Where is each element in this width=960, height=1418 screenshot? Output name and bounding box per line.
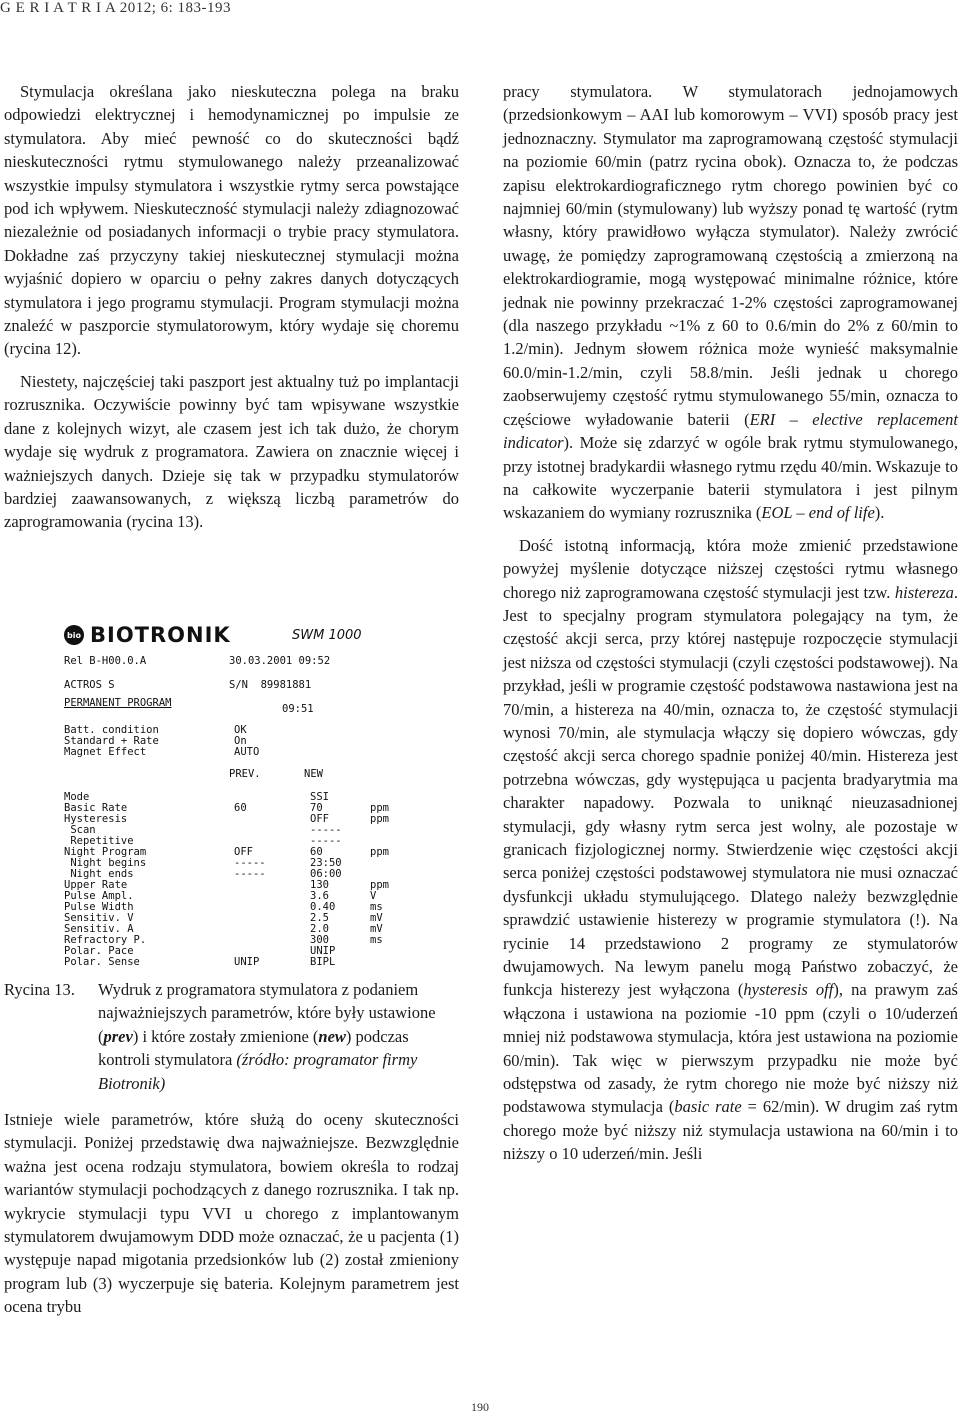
program-time: 09:51 <box>282 703 314 715</box>
text-run: ). <box>874 503 885 523</box>
parameter-new-value: 23:50 <box>310 857 342 869</box>
page-number: 190 <box>471 1400 489 1414</box>
running-head: G E R I A T R I A 2012; 6: 183-193 <box>0 0 232 16</box>
caption-text-part: ) podczas kontroli stymulatora <box>98 1026 409 1070</box>
brand-header <box>64 624 231 646</box>
parameter-new-value: 60 <box>310 846 323 858</box>
basic-rate-term: basic rate <box>674 1097 742 1117</box>
parameter-label: Night begins <box>64 857 147 869</box>
text-run: = 62/min). W drugim zaś rytm chorego może być niższy niż stymulacja ustawiona na 60/min i to niższy o 10 uderzeń/min. Jeśli <box>503 1097 958 1164</box>
parameter-new-value: 300 <box>310 934 329 946</box>
programmer-model: SWM 1000 <box>292 628 362 643</box>
text-run: pracy stymulatora. W stymulatorach jednojamowych (przedsionkowym – AAI lub komorowym – VVI) sposób pracy jest jednoznaczny. Stymulator ma zaprogramowaną częstość stymulacji na poziomie 60/min (patrz rycina obok). Oznacza to, że podczas zapisu elektrokardiograficznego rytm chorego powinien być co najmniej 60/min (stymulowany) lub wyższy ponad tę wartość (rytm własny, który prawidłowo wyłącza stymulator). Należy zwrócić uwagę, że pomiędzy zaprogramowaną częstością a zmierzoną na elektrokardiogramie, mogą występować minimalne różnice, które jednak nie powinny przekraczać 1-2% częstości zaprogramowanej (dla naszego przykładu ~1% z 60 to 0.6/min do 2% z 60/min to 1.2/min). Jednym słowem różnica może wynieść maksymalnie 60.0/min-1.2/min, czyli 58.8/min. Jeśli jednak u chorego zaobserwujemy częstość rytmu stymulowanego 55/min, oznacza to częściowe wyładowanie baterii ( <box>503 82 958 429</box>
parameter-unit: ppm <box>370 879 389 891</box>
parameter-unit: ms <box>370 901 383 913</box>
left-paragraph-1: Stymulacja określana jako nieskuteczna polega na braku odpowiedzi elektrycznej i hemodynamicznej po impulsie ze stymulatora. Aby mieć pewność co do skuteczności bądź nieskuteczności rytmu stymulowanego należy przeanalizować wszystkie impulsy stymulatora i wszystkie rytmy serca powstające pod ich wpływem. Nieskuteczność stymulacji należy zdiagnozować niezależnie od posiadanych informacji o trybie pracy stymulatora. Dokładne zaś przyczyny takiej nieskutecznej stymulacji można wyjaśnić dopiero w oparciu o pełny zakres danych dotyczących stymulatora i jego programu stymulacji. Program stymulacji można znaleźć w paszporcie stymulatorowym, który wydaje się choremu (rycina 12). <box>4 82 459 359</box>
parameter-new-value: BIPL <box>310 956 336 968</box>
parameter-new-value: ----- <box>310 835 342 847</box>
parameter-label: Night ends <box>64 868 134 880</box>
parameter-label: Scan <box>64 824 96 836</box>
brand-name: BIOTRONIK <box>90 623 231 647</box>
caption-prev: prev <box>103 1026 133 1046</box>
magnet-value: AUTO <box>234 746 260 758</box>
text-run: Dość istotną informacją, która może zmienić przedstawione powyżej myślenie dotyczące niższej częstości rytmu własnego chorego niż zaprogramowana częstość stymulacji jest tzw. <box>503 535 958 602</box>
parameter-label: Sensitiv. A <box>64 923 134 935</box>
parameter-label: Sensitiv. V <box>64 912 134 924</box>
parameter-label: Hysteresis <box>64 813 128 825</box>
parameter-unit: ppm <box>370 813 389 825</box>
parameter-unit: V <box>370 890 377 902</box>
parameter-unit: ppm <box>370 802 389 814</box>
parameter-new-value: 2.0 <box>310 923 329 935</box>
magnet-label: Magnet Effect <box>64 746 147 758</box>
parameter-label: Polar. Sense <box>64 956 140 968</box>
caption-new: new <box>318 1026 346 1046</box>
parameter-new-value: 3.6 <box>310 890 329 902</box>
device-name: ACTROS S <box>64 679 115 691</box>
parameter-new-value: SSI <box>310 791 329 803</box>
left-column-bottom <box>4 1108 459 1319</box>
parameter-unit: mV <box>370 923 383 935</box>
rel-label: Rel B-H00.0.A <box>64 655 147 667</box>
parameter-new-value: UNIP <box>310 945 336 957</box>
parameter-label: Basic Rate <box>64 802 128 814</box>
parameter-new-value: 0.40 <box>310 901 336 913</box>
hysteresis-off-term: hysteresis off <box>743 980 834 1000</box>
standard-value: On <box>234 735 247 747</box>
date-time: 30.03.2001 09:52 <box>229 655 331 667</box>
batt-label: Batt. condition <box>64 724 159 736</box>
parameter-new-value: 2.5 <box>310 912 329 924</box>
parameter-prev-value: 60 <box>234 802 247 814</box>
new-header: NEW <box>304 768 323 780</box>
figure-caption <box>98 978 460 1095</box>
left-column <box>4 80 459 534</box>
parameter-label: Night Program <box>64 846 147 858</box>
printout-row-device <box>64 679 312 691</box>
parameter-label: Pulse Ampl. <box>64 890 134 902</box>
parameter-prev-value: ----- <box>234 868 266 880</box>
biotronik-logo-icon: bio <box>64 625 84 645</box>
text-run: ). Może się zdarzyć w ogóle brak rytmu stymulowanego, przy istotnej bradykardii własnego rytmu rzędu 40/min. Wskazuje to na całkowite wyczerpanie baterii stymulatora i jest pilnym wskazaniem do wymiany rozrusznika ( <box>503 433 958 523</box>
parameter-unit: ppm <box>370 846 389 858</box>
left-paragraph-2: Niestety, najczęściej taki paszport jest aktualny tuż po implantacji rozrusznika. Oczywiście powinny być tam wpisywane wszystkie dane z kolejnych wizyt, ale czasem jest ich tak dużo, że chorym wydaje się wydruk z programatora. Zawiera on znacznie więcej i ważniejszych danych. Dzieje się tak w przypadku stymulatorów bardziej zaawansowanych, z większą liczbą parametrów do zaprogramowania (rycina 13). <box>4 371 459 532</box>
batt-value: OK <box>234 724 247 736</box>
text-run: ), na prawym zaś włączona i ustawiona na poziomie -10 ppm (czyli o 10/uderzeń mniej niż podstawowa stymulacja, która jest ustawiona na poziomie 60/min). Tak więc w pierwszym przypadku nie może być odstępstwa od zasady, że rytm chorego nie może być niższy niż podstawowa stymulacja ( <box>503 980 958 1117</box>
parameter-label: Refractory P. <box>64 934 147 946</box>
caption-text-part: Wydruk z programatora stymulatora z podaniem najważniejszych parametrów, które były ustawione ( <box>98 980 436 1046</box>
eol-term: EOL – end of life <box>761 503 875 523</box>
parameter-label: Repetitive <box>64 835 134 847</box>
programmer-printout-figure <box>64 623 404 968</box>
hysteresis-term: histereza <box>894 582 954 602</box>
figure-caption-label: Rycina 13. <box>4 980 75 999</box>
parameter-new-value: 70 <box>310 802 323 814</box>
parameter-new-value: 130 <box>310 879 329 891</box>
right-paragraph-2 <box>503 534 958 1166</box>
parameter-label: Mode <box>64 791 90 803</box>
parameter-label: Upper Rate <box>64 879 128 891</box>
printout-row-rel <box>64 655 331 667</box>
standard-label: Standard + Rate <box>64 735 159 747</box>
parameter-label: Pulse Width <box>64 901 134 913</box>
printout-row-magnet <box>64 746 260 758</box>
serial-number: S/N 89981881 <box>229 679 312 691</box>
caption-text-part: ) i które zostały zmienione ( <box>132 1026 319 1046</box>
right-column <box>503 80 958 1166</box>
prev-header: PREV. <box>229 768 261 780</box>
parameter-prev-value: UNIP <box>234 956 260 968</box>
parameter-prev-value: OFF <box>234 846 253 858</box>
caption-source: (źródło: programator firmy Biotronik) <box>98 1050 418 1093</box>
parameter-prev-value: ----- <box>234 857 266 869</box>
parameter-new-value: OFF <box>310 813 329 825</box>
text-run: . Jest to specjalny program stymulatora polegający na tym, że częstość akcji serca, przy której następuje rozpoczęcie stymulacji jest niższa od częstości stymulacji (czyli częstości podstawowej). Na przykład, jeśli w programie częstość podstawowa nastawiona jest na 70/min, a histereza na 40/min, oznacza to, że częstość stymulacji wynosi 70/min, ale stymulacja włączy się dopiero wówczas, gdy częstość akcji serca chorego spadnie poniżej 40/min. Histereza jest potrzebna wówczas, gdy występująca u pacjenta bradyarytmia ma charakter napadowy. Pozwala to uniknąć nieuzasadnionej stymulacji, gdy własny rytm serca jest wolny, ale pozostaje w granicach fizjologicznej normy. Stwierdzenie więc częstości akcji serca poniżej częstości podstawowej stymulatora nie musi oznaczać dysfunkcji układu stymulującego. Dlatego należy bezwzględnie sprawdzić ustawienie histerezy w programie stymulatora (!). Na rycinie 14 przedstawiono 2 programy ze stymulatorów dwujamowych. Na lewym panelu mogą Państwo zobaczyć, że funkcja histerezy jest wyłączona ( <box>503 582 958 1000</box>
eri-term: ERI – elective replacement indicator <box>503 409 958 453</box>
right-paragraph-1 <box>503 80 958 525</box>
printout-column-headers <box>64 768 323 780</box>
parameter-label: Polar. Pace <box>64 945 134 957</box>
permanent-program: PERMANENT PROGRAM <box>64 697 172 709</box>
parameter-unit: mV <box>370 912 383 924</box>
parameter-unit: ms <box>370 934 383 946</box>
parameter-new-value: 06:00 <box>310 868 342 880</box>
left-paragraph-3: Istnieje wiele parametrów, które służą do oceny skuteczności stymulacji. Poniżej przedstawię dwa najważniejsze. Bezwzględnie ważna jest ocena rodzaju stymulatora, bowiem określa to rodzaj wariantów stymulacji pochodzących z danego rozrusznika. I tak np. wykrycie stymulacji typu VVI u chorego z implantowanym stymulatorem dwujamowym DDD może oznaczać, że u pacjenta (1) występuje napad migotania przedsionków lub (2) został zmieniony program lub (3) wyczerpuje się bateria. Kolejnym parametrem jest ocena trybu <box>4 1110 459 1317</box>
parameter-new-value: ----- <box>310 824 342 836</box>
